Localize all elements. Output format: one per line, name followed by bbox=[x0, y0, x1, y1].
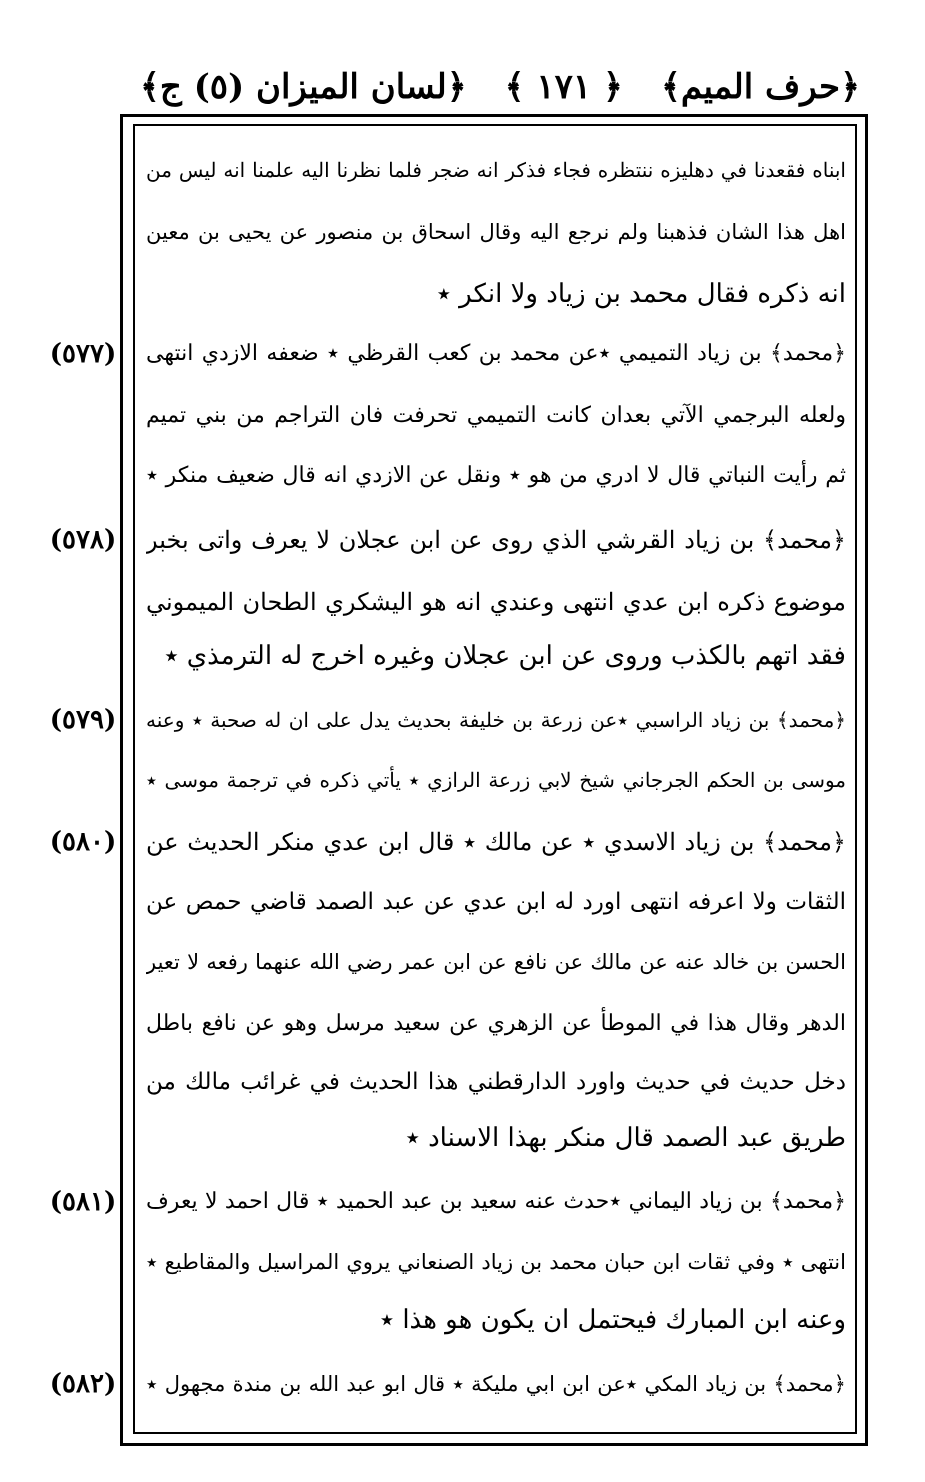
text-line: ﴿محمد﴾ بن زياد الاسدي ٭ عن مالك ٭ قال ابن عدي منكر الحديث عن bbox=[146, 828, 846, 856]
page-header bbox=[140, 58, 860, 114]
text-line: انتهى ٭ وفي ثقات ابن حبان محمد بن زياد الصنعاني يروي المراسيل والمقاطيع ٭ bbox=[146, 1250, 846, 1274]
entry-number: (٥٨٠) bbox=[49, 827, 117, 857]
text-line: دخل حديث في حديث واورد الدارقطني هذا الحديث في غرائب مالك من bbox=[146, 1069, 846, 1095]
text-line: الحسن بن خالد عنه عن مالك عن نافع عن ابن عمر رضي الله عنهما رفعه لا تعير bbox=[146, 950, 846, 974]
book-title: ﴿لسان الميزان (٥) ج﴾ bbox=[140, 66, 467, 107]
entry-number: (٥٨١) bbox=[49, 1187, 117, 1217]
text-line: وعنه ابن المبارك فيحتمل ان يكون هو هذا ٭ bbox=[379, 1305, 846, 1335]
entry-number: (٥٨٢) bbox=[49, 1369, 117, 1399]
text-line: ﴿محمد﴾ بن زياد القرشي الذي روى عن ابن عجلان لا يعرف واتى بخبر bbox=[146, 526, 846, 554]
text-line: ﴿محمد﴾ بن زياد اليماني ٭حدث عنه سعيد بن عبد الحميد ٭ قال احمد لا يعرف bbox=[146, 1189, 846, 1214]
text-line: الدهر وقال هذا في الموطأ عن الزهري عن سعيد مرسل وهو عن نافع باطل bbox=[146, 1011, 846, 1036]
text-line: ﴿محمد﴾ بن زياد التميمي ٭عن محمد بن كعب القرظي ٭ ضعفه الازدي انتهى bbox=[146, 341, 846, 366]
text-line: الثقات ولا اعرفه انتهى اورد له ابن عدي عن عبد الصمد قاضي حمص عن bbox=[146, 889, 846, 915]
text-line: طريق عبد الصمد قال منكر بهذا الاسناد ٭ bbox=[405, 1123, 846, 1153]
entry-number: (٥٧٧) bbox=[49, 339, 117, 369]
section-title: ﴿حرف الميم﴾ bbox=[660, 66, 860, 107]
text-line: ﴿محمد﴾ بن زياد الراسبي ٭عن زرعة بن خليفة بحديث يدل على ان له صحبة ٭ وعنه bbox=[146, 708, 846, 732]
entry-number: (٥٧٨) bbox=[49, 525, 117, 555]
text-line: موضوع ذكره ابن عدي انتهى وعندي انه هو اليشكري الطحان الميموني bbox=[146, 588, 846, 616]
text-line: ﴿محمد﴾ بن زياد المكي ٭عن ابن ابي مليكة ٭ قال ابو عبد الله بن مندة مجهول ٭ bbox=[146, 1372, 846, 1396]
text-line: ولعله البرجمي الآتي بعدان كانت التميمي تحرفت فان التراجم من بني تميم bbox=[146, 403, 846, 428]
page-number: ﴿ ١٧١ ﴾ bbox=[504, 66, 623, 107]
text-line: ثم رأيت النباتي قال لا ادري من هو ٭ ونقل عن الازدي انه قال ضعيف منكر ٭ bbox=[146, 463, 846, 488]
text-line: فقد اتهم بالكذب وروى عن ابن عجلان وغيره اخرج له الترمذي ٭ bbox=[164, 641, 846, 671]
text-line: اهل هذا الشان فذهبنا ولم نرجع اليه وقال اسحاق بن منصور عن يحيى بن معين bbox=[146, 220, 846, 244]
entry-number: (٥٧٩) bbox=[49, 705, 117, 735]
text-line: انه ذكره فقال محمد بن زياد ولا انكر ٭ bbox=[436, 279, 846, 309]
text-line: موسى بن الحكم الجرجاني شيخ لابي زرعة الرازي ٭ يأتي ذكره في ترجمة موسى ٭ bbox=[146, 768, 846, 792]
text-line: ابناه فقعدنا في دهليزه ننتظره فجاء فذكر انه ضجر فلما نظرنا اليه علمنا انه ليس من bbox=[146, 158, 846, 182]
